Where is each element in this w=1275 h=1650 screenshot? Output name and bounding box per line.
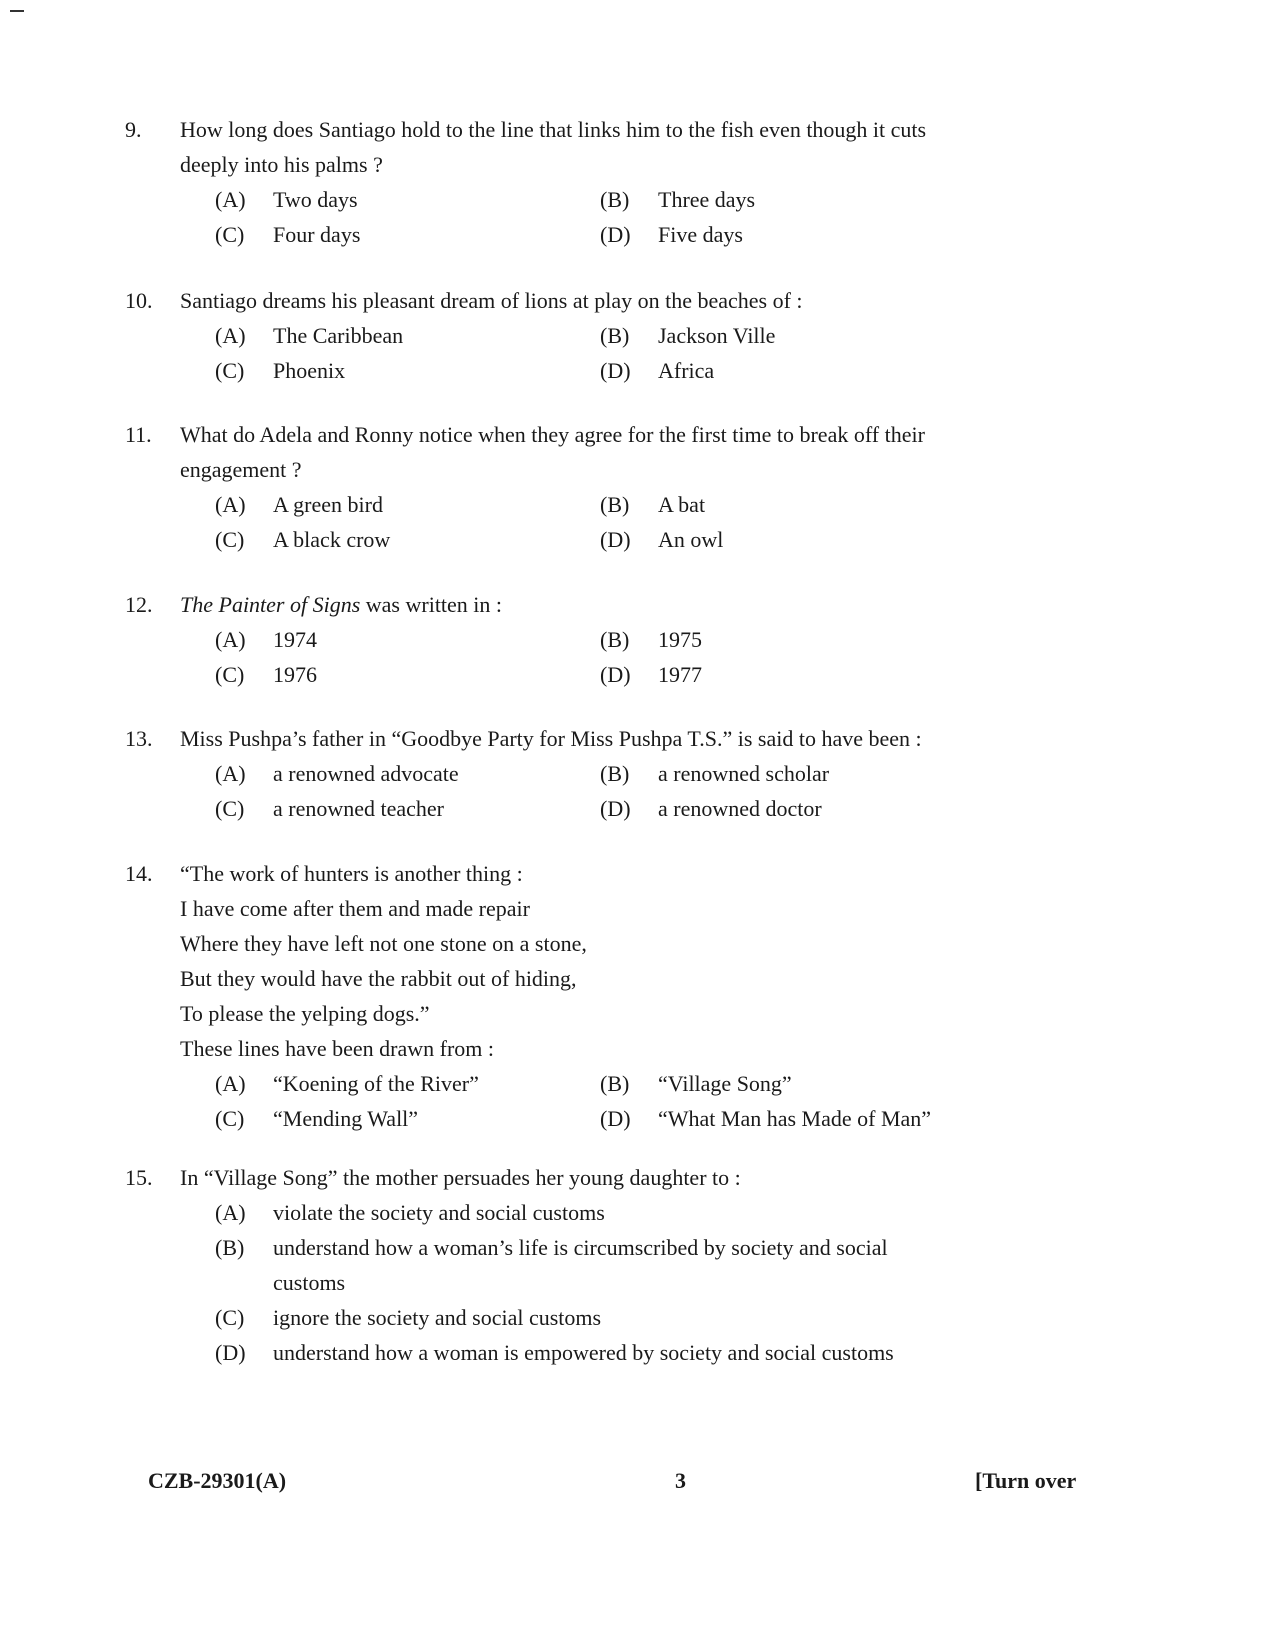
option-letter: (C) — [215, 662, 245, 687]
options — [215, 182, 985, 252]
option-letter: (C) — [215, 1305, 245, 1330]
option-text: “Mending Wall” — [273, 1106, 419, 1131]
question-line: Miss Pushpa’s father in “Goodbye Party for Miss Pushpa T.S.” is said to have been : — [180, 726, 922, 751]
question-line: engagement ? — [180, 457, 302, 482]
option-letter: (B) — [600, 492, 630, 517]
paper-code: CZB-29301(A) — [148, 1468, 287, 1493]
question-11 — [125, 417, 985, 557]
question-text — [180, 587, 985, 622]
option-text: a renowned scholar — [658, 761, 830, 786]
options — [215, 756, 985, 826]
option-letter: (D) — [600, 527, 631, 552]
option-c — [215, 1300, 985, 1335]
option-letter: (A) — [215, 761, 246, 786]
option-text: A bat — [658, 492, 706, 517]
option-text: a renowned teacher — [273, 796, 445, 821]
option-text: ignore the society and social customs — [273, 1305, 602, 1330]
option-text: 1975 — [658, 627, 702, 652]
option-text: violate the society and social customs — [273, 1200, 605, 1225]
option-b — [600, 756, 985, 791]
option-b — [600, 182, 985, 217]
option-letter: (B) — [600, 627, 630, 652]
option-letter: (C) — [215, 358, 245, 383]
option-text: understand how a woman is empowered by society and social customs — [273, 1340, 894, 1365]
option-text: “Village Song” — [658, 1071, 792, 1096]
option-text: Phoenix — [273, 358, 346, 383]
option-letter: (A) — [215, 187, 246, 212]
option-a — [215, 622, 600, 657]
question-number: 11. — [125, 422, 152, 447]
option-b — [600, 318, 985, 353]
option-b — [215, 1230, 985, 1300]
option-text: Jackson Ville — [658, 323, 776, 348]
question-13 — [125, 721, 985, 826]
question-line — [180, 587, 985, 622]
option-letter: (A) — [215, 1200, 246, 1225]
poem-line: I have come after them and made repair — [180, 896, 530, 921]
question-text — [180, 283, 985, 318]
option-letter: (C) — [215, 527, 245, 552]
option-d — [600, 353, 985, 388]
option-c — [215, 522, 600, 557]
question-text — [180, 112, 985, 182]
poem-line: Where they have left not one stone on a stone, — [180, 931, 587, 956]
option-letter: (A) — [215, 627, 246, 652]
option-letter: (C) — [215, 1106, 245, 1131]
option-letter: (D) — [600, 1106, 631, 1131]
option-text: Four days — [273, 222, 361, 247]
option-b — [600, 622, 985, 657]
page-number: 3 — [675, 1468, 686, 1493]
option-a — [215, 318, 600, 353]
option-a — [215, 182, 600, 217]
option-a — [215, 487, 600, 522]
options — [215, 622, 985, 692]
option-d — [600, 657, 985, 692]
option-text: a renowned advocate — [273, 761, 459, 786]
option-d — [600, 791, 985, 826]
options — [215, 1195, 985, 1370]
option-letter: (C) — [215, 796, 245, 821]
question-line: These lines have been drawn from : — [180, 1036, 494, 1061]
question-number: 13. — [125, 726, 153, 751]
option-letter: (C) — [215, 222, 245, 247]
option-letter: (B) — [600, 187, 630, 212]
option-letter: (D) — [215, 1340, 246, 1365]
option-d — [600, 522, 985, 557]
option-text: Africa — [658, 358, 715, 383]
question-text — [180, 417, 985, 487]
option-text: Five days — [658, 222, 743, 247]
option-a — [215, 1066, 600, 1101]
question-line: In “Village Song” the mother persuades her young daughter to : — [180, 1165, 741, 1190]
question-text — [180, 721, 985, 756]
option-c — [215, 1101, 600, 1136]
question-line: What do Adela and Ronny notice when they agree for the first time to break off their — [180, 422, 925, 447]
option-letter: (D) — [600, 662, 631, 687]
option-text: An owl — [658, 527, 724, 552]
question-line: How long does Santiago hold to the line that links him to the fish even though it cuts — [180, 117, 927, 142]
option-letter: (B) — [215, 1235, 245, 1260]
option-b — [600, 1066, 985, 1101]
book-title: The Painter of Signs — [180, 592, 361, 617]
question-number: 10. — [125, 288, 153, 313]
question-12 — [125, 587, 985, 692]
question-number: 15. — [125, 1165, 153, 1190]
question-line-rest: was written in : — [360, 592, 503, 617]
option-letter: (B) — [600, 323, 630, 348]
option-a — [215, 1195, 985, 1230]
question-number: 9. — [125, 117, 142, 142]
option-text: 1977 — [658, 662, 702, 687]
question-9 — [125, 112, 985, 252]
question-14 — [125, 856, 985, 1136]
option-text: A black crow — [273, 527, 391, 552]
option-d — [600, 217, 985, 252]
option-c — [215, 657, 600, 692]
option-text: “What Man has Made of Man” — [658, 1106, 932, 1131]
option-d — [215, 1335, 985, 1370]
option-c — [215, 217, 600, 252]
options — [215, 487, 985, 557]
poem-line: To please the yelping dogs.” — [180, 1001, 430, 1026]
option-letter: (A) — [215, 1071, 246, 1096]
question-line: deeply into his palms ? — [180, 152, 383, 177]
option-text: Two days — [273, 187, 358, 212]
option-letter: (A) — [215, 323, 246, 348]
question-text — [180, 856, 985, 1066]
option-text: a renowned doctor — [658, 796, 822, 821]
option-letter: (D) — [600, 358, 631, 383]
question-line: Santiago dreams his pleasant dream of lions at play on the beaches of : — [180, 288, 803, 313]
option-text: understand how a woman’s life is circumscribed by society and social customs — [273, 1235, 888, 1295]
option-letter: (B) — [600, 761, 630, 786]
option-text: 1976 — [273, 662, 317, 687]
option-letter: (D) — [600, 222, 631, 247]
question-number: 14. — [125, 861, 153, 886]
question-15 — [125, 1160, 985, 1370]
question-number: 12. — [125, 592, 153, 617]
poem-line: But they would have the rabbit out of hiding, — [180, 966, 577, 991]
corner-mark — [10, 10, 24, 12]
option-letter: (A) — [215, 492, 246, 517]
option-a — [215, 756, 600, 791]
options — [215, 318, 985, 388]
options — [215, 1066, 985, 1136]
option-text: A green bird — [273, 492, 383, 517]
turn-over-note: [Turn over — [975, 1468, 1077, 1493]
option-letter: (B) — [600, 1071, 630, 1096]
option-text: 1974 — [273, 627, 317, 652]
question-text — [180, 1160, 985, 1195]
poem-line: “The work of hunters is another thing : — [180, 861, 523, 886]
option-c — [215, 791, 600, 826]
option-text: “Koening of the River” — [273, 1071, 479, 1096]
option-d — [600, 1101, 985, 1136]
question-10 — [125, 283, 985, 388]
option-letter: (D) — [600, 796, 631, 821]
option-text: Three days — [658, 187, 756, 212]
option-text: The Caribbean — [273, 323, 404, 348]
option-b — [600, 487, 985, 522]
option-c — [215, 353, 600, 388]
